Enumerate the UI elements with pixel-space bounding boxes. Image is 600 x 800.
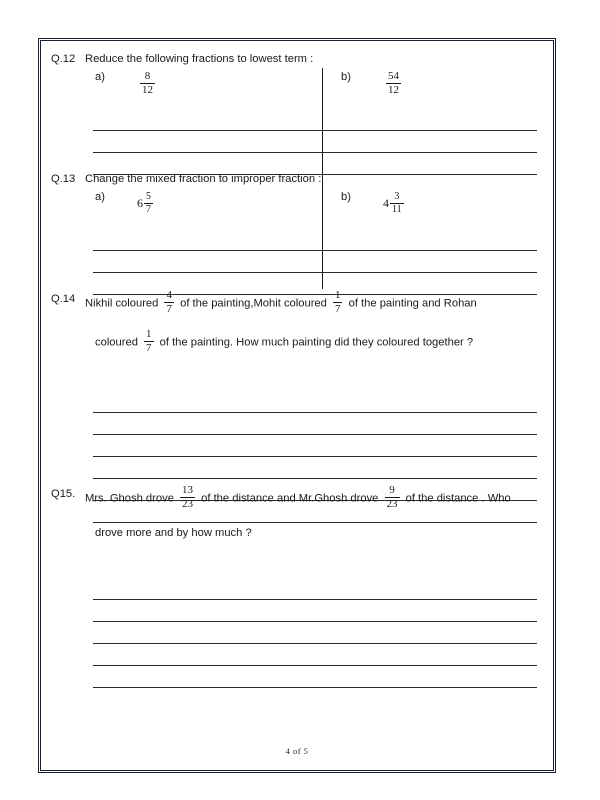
fraction-numerator: 54 xyxy=(388,70,399,83)
fraction-3-over-11 xyxy=(390,192,404,215)
question-q14-prompt-line1 xyxy=(85,291,553,316)
answer-line[interactable] xyxy=(93,229,537,251)
question-q12-prompt: Reduce the following fractions to lowest term : xyxy=(85,53,314,65)
question-q14-prompt-line2 xyxy=(41,330,553,355)
fraction-denominator: 7 xyxy=(146,204,151,216)
fraction-numerator: 8 xyxy=(144,70,151,83)
question-block-q13 xyxy=(41,171,553,233)
subpart-b-label: b) xyxy=(341,191,351,204)
question-q15-heading xyxy=(41,486,553,511)
question-q12-label: Q.12 xyxy=(51,53,76,65)
answer-line[interactable] xyxy=(93,131,537,153)
q14-text-segment-3: of the painting and Rohan xyxy=(348,297,477,310)
mixed-whole-number: 4 xyxy=(383,196,389,211)
question-q13-heading xyxy=(41,171,553,187)
answer-line[interactable] xyxy=(93,644,537,666)
question-q13-subpart-b xyxy=(341,191,407,215)
mixed-fraction-4-3-11 xyxy=(383,192,407,215)
fraction-denominator: 7 xyxy=(166,303,172,315)
question-q15-answer-lines[interactable] xyxy=(93,578,537,688)
fraction-denominator: 23 xyxy=(182,498,194,510)
fraction-denominator: 12 xyxy=(388,84,399,97)
fraction-13-over-23 xyxy=(180,485,195,510)
question-q12-subpart-a xyxy=(95,71,158,97)
mixed-fraction-6-5-7 xyxy=(137,192,156,215)
subpart-a-label: a) xyxy=(95,71,105,84)
answer-line[interactable] xyxy=(93,391,537,413)
question-q13-subpart-a xyxy=(95,191,156,215)
q14-text-segment-2: of the painting,Mohit coloured xyxy=(180,297,327,310)
answer-line[interactable] xyxy=(93,666,537,688)
answer-line[interactable] xyxy=(93,435,537,457)
fraction-5-over-7 xyxy=(144,192,153,215)
fraction-1-over-7-second xyxy=(144,329,154,354)
question-q13-answer-lines[interactable] xyxy=(93,229,537,295)
answer-line[interactable] xyxy=(93,578,537,600)
question-block-q15 xyxy=(41,486,553,541)
q15-text-segment-1: Mrs. Ghosh drove xyxy=(85,492,174,505)
q15-text-segment-2: of the distance and Mr.Ghosh drove xyxy=(201,492,379,505)
question-q14-label: Q.14 xyxy=(51,293,76,305)
fraction-numerator: 1 xyxy=(334,289,341,301)
subpart-b-label: b) xyxy=(341,71,351,84)
fraction-numerator: 4 xyxy=(166,289,172,301)
fraction-numerator: 3 xyxy=(394,191,400,203)
question-q15-label: Q15. xyxy=(51,488,76,500)
answer-line[interactable] xyxy=(93,600,537,622)
fraction-numerator: 5 xyxy=(146,191,151,203)
question-q14-heading xyxy=(41,291,553,316)
fraction-numerator: 9 xyxy=(389,484,395,496)
question-q13-label: Q.13 xyxy=(51,173,76,185)
question-q12-answer-lines[interactable] xyxy=(93,109,537,175)
fraction-numerator: 1 xyxy=(146,328,152,340)
mixed-whole-number: 6 xyxy=(137,196,143,211)
fraction-8-over-12 xyxy=(140,71,155,96)
subpart-a-value xyxy=(137,191,156,215)
question-q12-subparts xyxy=(41,67,553,113)
fraction-54-over-12 xyxy=(386,71,401,96)
question-q13-prompt: Change the mixed fraction to improper fraction : xyxy=(85,173,322,185)
q14-text-segment-1: Nikhil coloured xyxy=(85,297,159,310)
fraction-4-over-7 xyxy=(164,290,174,315)
subpart-a-value xyxy=(137,71,158,97)
fraction-denominator: 11 xyxy=(392,204,402,216)
answer-line[interactable] xyxy=(93,457,537,479)
worksheet-page xyxy=(38,38,556,773)
question-q15-prompt-line1 xyxy=(85,486,553,511)
fraction-denominator: 23 xyxy=(386,498,398,510)
page-body xyxy=(41,41,553,770)
answer-line[interactable] xyxy=(93,251,537,273)
question-q15-prompt-line2: drove more and by how much ? xyxy=(95,527,252,539)
answer-line[interactable] xyxy=(93,109,537,131)
fraction-denominator: 12 xyxy=(142,84,153,97)
fraction-9-over-23 xyxy=(385,485,400,510)
q15-text-segment-3: of the distance . Who xyxy=(405,492,511,505)
subpart-b-value xyxy=(383,71,404,97)
fraction-1-over-7-first xyxy=(333,290,343,315)
question-block-q12 xyxy=(41,51,553,113)
page-number-footer: 4 of 5 xyxy=(285,746,309,756)
subpart-a-label: a) xyxy=(95,191,105,204)
subpart-b-value xyxy=(383,191,407,215)
answer-line[interactable] xyxy=(93,413,537,435)
question-block-q14 xyxy=(41,291,553,355)
q14-text-segment-5: of the painting. How much painting did they coloured together ? xyxy=(159,336,474,349)
fraction-numerator: 13 xyxy=(182,484,194,496)
q14-text-segment-4: coloured xyxy=(95,336,138,349)
fraction-denominator: 7 xyxy=(146,342,152,354)
question-q13-subparts xyxy=(41,187,553,233)
answer-line[interactable] xyxy=(93,622,537,644)
fraction-denominator: 7 xyxy=(334,303,341,315)
question-q12-subpart-b xyxy=(341,71,404,97)
question-q12-heading xyxy=(41,51,553,67)
